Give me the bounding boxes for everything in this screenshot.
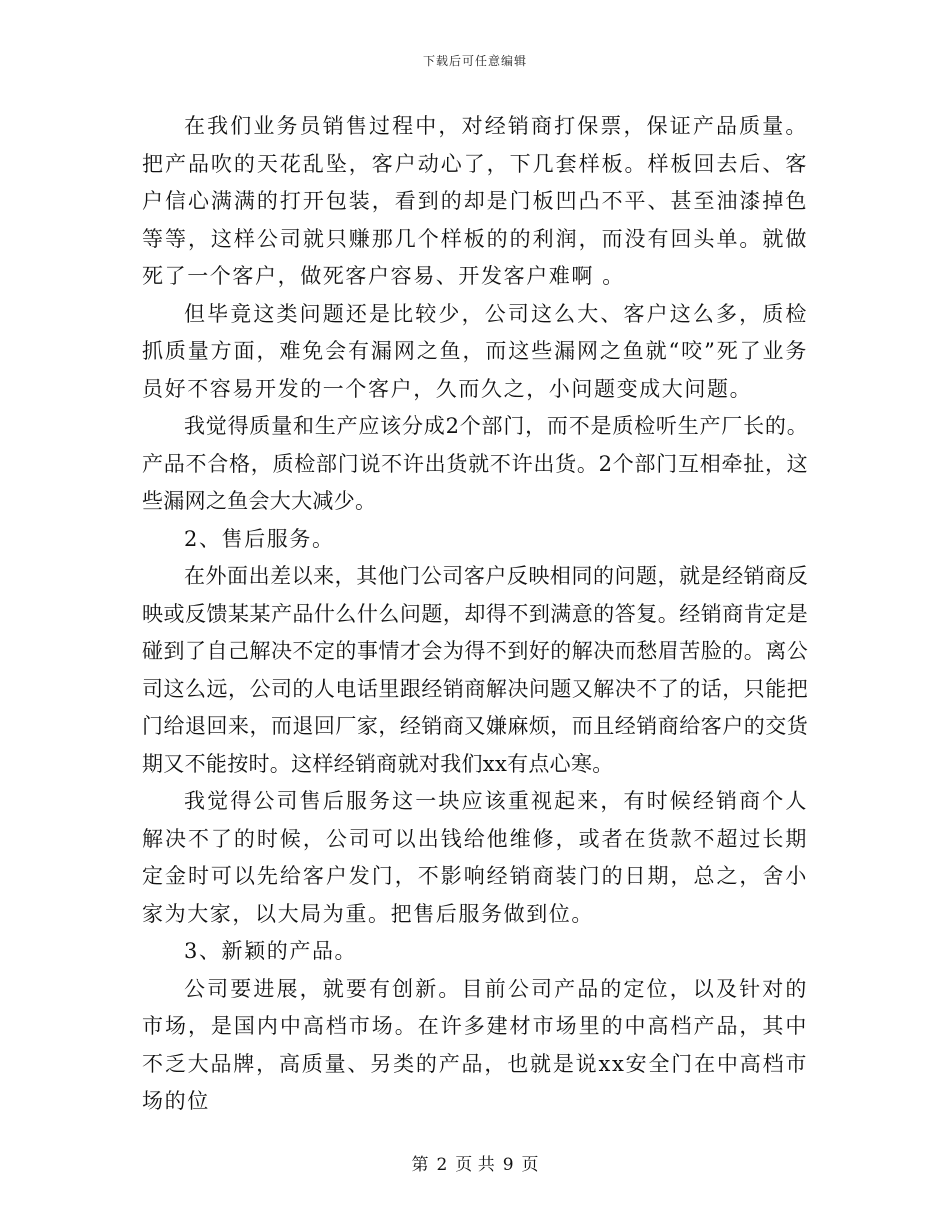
section-heading-new-products: 3、新颖的产品。 xyxy=(184,939,358,963)
footer-prefix: 第 xyxy=(411,1155,429,1175)
footer-middle: 页 共 xyxy=(455,1155,495,1175)
paragraph-after-sales-suggestion: 我觉得公司售后服务这一块应该重视起来，有时候经销商个人解决不了的时候，公司可以出钱给他维修，或者在货款不超过长期定金时可以先给客户发门，不影响经销商装门的日期，总之，舍小家为大家，以大局为重。把售后服务做到位。 xyxy=(142,789,808,926)
paragraph-department-split: 我觉得质量和生产应该分成2个部门，而不是质检听生产厂长的。产品不合格，质检部门说不许出货就不许出货。2个部门互相牵扯，这些漏网之鱼会大大减少。 xyxy=(142,414,808,513)
document-body xyxy=(142,108,808,1121)
paragraph-after-sales-issues: 在外面出差以来，其他门公司客户反映相同的问题，就是经销商反映或反馈某某产品什么什么问题，却得不到满意的答复。经销商肯定是碰到了自己解决不定的事情才会为得不到好的解决而愁眉苦脸的。离公司这么远，公司的人电话里跟经销商解决问题又解决不了的话，只能把门给退回来，而退回厂家，经销商又嫌麻烦，而且经销商给客户的交货期又不能按时。这样经销商就对我们xx有点心寒。 xyxy=(142,564,808,776)
paragraph-quality-complaint: 在我们业务员销售过程中，对经销商打保票，保证产品质量。把产品吹的天花乱坠，客户动心了，下几套样板。样板回去后、客户信心满满的打开包装，看到的却是门板凹凸不平、甚至油漆掉色等等，这样公司就只赚那几个样板的的利润，而没有回头单。就做死了一个客户，做死客户容易、开发客户难啊 。 xyxy=(142,114,808,288)
footer-suffix: 页 xyxy=(521,1155,539,1175)
section-heading-after-sales: 2、售后服务。 xyxy=(184,526,335,551)
page-footer xyxy=(0,1150,950,1175)
paragraph-quality-inspection: 但毕竟这类问题还是比较少，公司这么大、客户这么多，质检抓质量方面，难免会有漏网之鱼，而这些漏网之鱼就“咬”死了业务员好不容易开发的一个客户，久而久之，小问题变成大问题。 xyxy=(142,301,808,401)
current-page-number: 2 xyxy=(436,1155,448,1175)
paragraph-innovation: 公司要进展，就要有创新。目前公司产品的定位，以及针对的市场，是国内中高档市场。在许多建材市场里的中高档产品，其中不乏大品牌，高质量、另类的产品，也就是说xx安全门在中高档市场的位 xyxy=(142,976,808,1113)
page-header: 下载后可任意编辑 xyxy=(422,54,527,68)
total-pages-number: 9 xyxy=(502,1155,514,1175)
